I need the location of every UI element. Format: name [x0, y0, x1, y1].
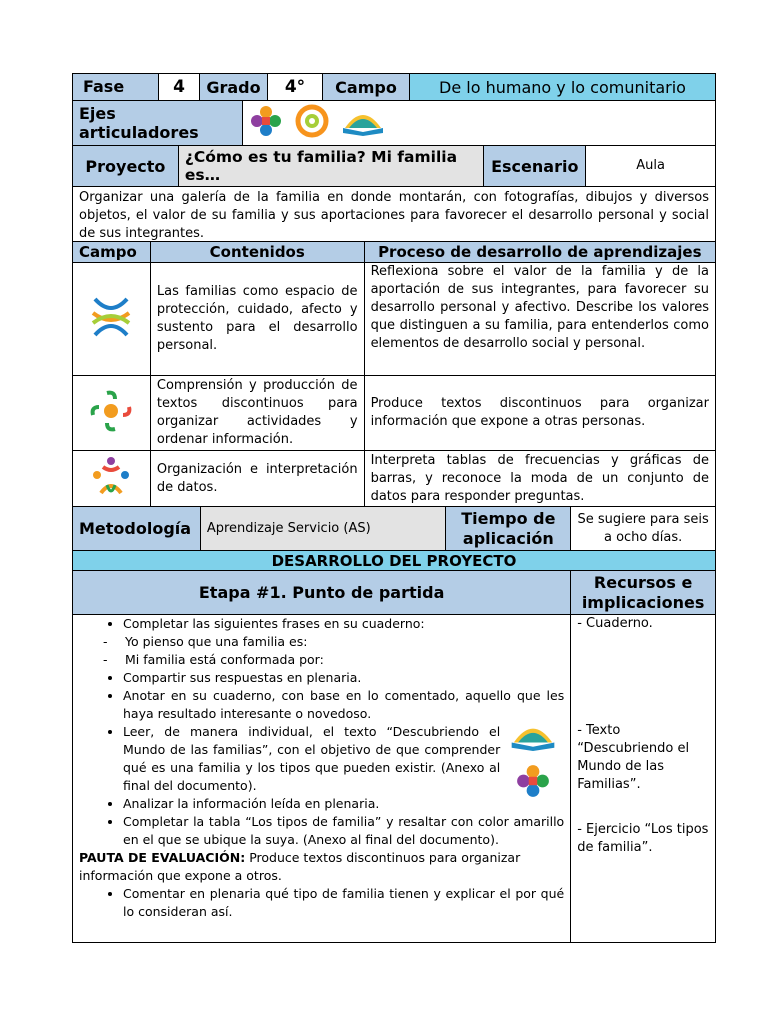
table-row — [72, 376, 716, 451]
campo-language-icon-cell — [73, 376, 151, 451]
contenido-2: Comprensión y producción de textos discontinuos para organizar actividades y ordenar información. — [151, 376, 365, 451]
etapa-title: Etapa #1. Punto de partida — [73, 571, 571, 615]
ejes-book-icon — [341, 106, 385, 140]
recursos-header: Recursos e implicaciones — [571, 571, 716, 615]
ejes-icons — [243, 101, 716, 146]
campo-math-icon — [87, 453, 135, 505]
list-item: • Comentar en plenaria qué tipo de familia tienen y explicar el por qué lo consideran así. — [123, 885, 564, 921]
contenido-3: Organización e interpretación de datos. — [151, 451, 365, 507]
ejes-row — [72, 101, 716, 146]
project-description: Organizar una galería de la familia en donde montarán, con fotografías, dibujos y diversos objetos, el valor de su familia y sus aportaciones para favorecer el desarrollo personal y social de sus integrantes. — [73, 187, 716, 242]
list-item: - Yo pienso que una familia es: — [125, 633, 564, 651]
proceso-3: Interpreta tablas de frecuencias y gráficas de barras, y reconoce la moda de un conjunto de datos para responder preguntas. — [365, 451, 716, 507]
tiempo-value: Se sugiere para seis a ocho días. — [571, 507, 716, 551]
col-proceso: Proceso de desarrollo de aprendizajes — [365, 242, 716, 263]
tiempo-label: Tiempo de aplicación — [446, 507, 571, 551]
desarrollo-title: DESARROLLO DEL PROYECTO — [73, 551, 716, 571]
escenario-label: Escenario — [484, 146, 586, 187]
campo-value: De lo humano y lo comunitario — [410, 74, 716, 101]
pauta-label: PAUTA DE EVALUACIÓN: — [79, 850, 246, 865]
list-item: • Analizar la información leída en plenaria. — [123, 795, 564, 813]
book-icon — [509, 719, 557, 755]
desarrollo-title-row — [72, 551, 716, 571]
list-item: - Mi familia está conformada por: — [125, 651, 564, 669]
metodologia-label: Metodología — [73, 507, 201, 551]
pauta-text: Produce textos discontinuos para organizar información que expone a otros. — [79, 850, 521, 883]
list-item: • Leer, de manera individual, el texto “Descubriendo el Mundo de las familias”, con el objetivo de que comprender qué es una familia y los tipos que pueden existir. (Anexo al final del documento). — [123, 723, 500, 795]
recursos — [571, 615, 716, 943]
etapa-header-row — [72, 571, 716, 615]
proyecto-label: Proyecto — [73, 146, 179, 187]
list-item: • Completar las siguientes frases en su cuaderno: — [123, 615, 564, 633]
list-item: • Compartir sus respuestas en plenaria. — [123, 669, 564, 687]
etapa-content-row — [72, 615, 716, 943]
ejes-label: Ejes articuladores — [73, 101, 243, 146]
recurso-texto: - Texto “Descubriendo el Mundo de las Familias”. — [577, 723, 690, 792]
campo-language-icon — [87, 387, 135, 439]
proyecto-row — [72, 146, 716, 187]
ejes-diversity-icon — [249, 104, 283, 142]
proceso-1: Reflexiona sobre el valor de la familia y de la aportación de sus integrantes, para favorecer su desarrollo personal y afectivo. Describe los valores que distinguen a su familia, para entenderlos como elementos de desarrollo social y personal. — [365, 263, 716, 376]
fase-value: 4 — [159, 74, 200, 101]
actividades — [73, 615, 571, 943]
campo-people-icon-cell — [73, 263, 151, 376]
grado-value: 4° — [268, 74, 323, 101]
list-item: • Anotar en su cuaderno, con base en lo comentado, aquello que les haya resultado interesante o novedoso. — [123, 687, 564, 723]
list-item: • Completar la tabla “Los tipos de familia” y resaltar con color amarillo en el que se ubique la suya. (Anexo al final del documento). — [123, 813, 564, 849]
metodologia-row — [72, 507, 716, 551]
description-row — [72, 187, 716, 242]
table-header-row — [72, 242, 716, 263]
campo-people-icon — [87, 293, 135, 345]
table-row — [72, 451, 716, 507]
col-contenidos: Contenidos — [151, 242, 365, 263]
recurso-cuaderno: - Cuaderno. — [577, 616, 653, 631]
table-row — [72, 263, 716, 376]
fase-label: Fase — [73, 74, 159, 101]
pauta-evaluacion — [79, 849, 564, 885]
campo-math-icon-cell — [73, 451, 151, 507]
header-row — [72, 73, 716, 101]
contenido-1: Las familias como espacio de protección, cuidado, afecto y sustento para el desarrollo personal. — [151, 263, 365, 376]
grado-label: Grado — [200, 74, 268, 101]
escenario-value: Aula — [586, 146, 716, 187]
metodologia-value: Aprendizaje Servicio (AS) — [201, 507, 447, 551]
col-campo: Campo — [73, 242, 151, 263]
campo-label: Campo — [323, 74, 410, 101]
planning-document — [72, 73, 716, 943]
diversity-icon — [515, 763, 551, 803]
recurso-ejercicio: - Ejercicio “Los tipos de familia”. — [577, 822, 709, 855]
proceso-2: Produce textos discontinuos para organizar información que expone a otras personas. — [365, 376, 716, 451]
ejes-circle-icon — [295, 104, 329, 142]
proyecto-value: ¿Cómo es tu familia? Mi familia es… — [179, 146, 485, 187]
